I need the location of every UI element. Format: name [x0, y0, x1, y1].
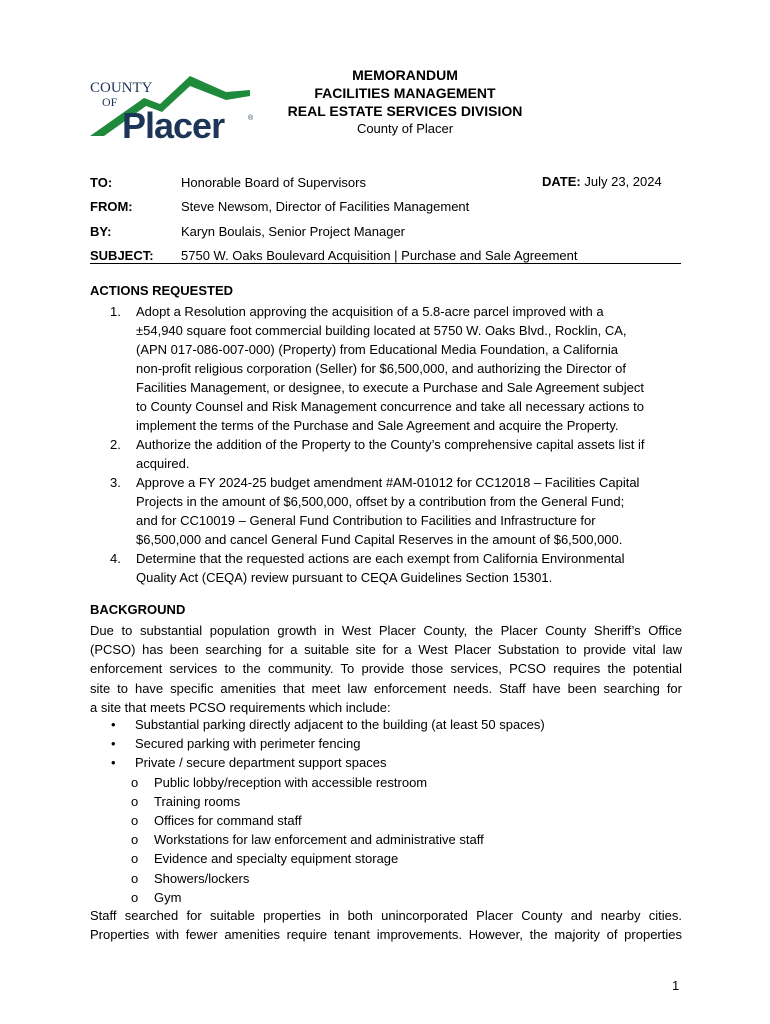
- page-number: 1: [672, 978, 680, 993]
- requirement-item: [108, 715, 668, 734]
- county-name: County of Placer: [356, 121, 454, 136]
- support-space-text: Offices for command staff: [154, 813, 302, 829]
- sub-bullet-icon: o: [131, 870, 139, 886]
- support-space-text: Showers/lockers: [154, 870, 250, 886]
- requirement-item: [108, 753, 668, 772]
- background-closing-line: Staff searched for suitable properties in both unincorporated Placer County and nearby cities.: [90, 908, 682, 923]
- action-text-line: Quality Act (CEQA) review pursuant to CEQA Guidelines Section 15301.: [136, 570, 553, 585]
- action-text-line: Approve a FY 2024-25 budget amendment #AM-01012 for CC12018 – Facilities Capital: [136, 475, 640, 490]
- background-heading: BACKGROUND: [90, 602, 186, 617]
- action-text-line: acquired.: [136, 456, 190, 471]
- support-space-item: [108, 773, 668, 792]
- actions-list: [110, 302, 682, 587]
- date-value: July 23, 2024: [584, 174, 662, 189]
- action-item: [110, 473, 682, 549]
- background-closing: [90, 906, 682, 944]
- action-item: [110, 549, 682, 587]
- department-title: FACILITIES MANAGEMENT: [314, 85, 496, 101]
- support-space-item: [108, 792, 668, 811]
- action-text-line: non-profit religious corporation (Seller) for $6,500,000, and authorizing the Director of: [136, 361, 626, 376]
- requirement-text: Private / secure department support spaces: [135, 755, 387, 771]
- support-space-item: [108, 830, 668, 849]
- action-text-line: $6,500,000 and cancel General Fund Capital Reserves in the amount of $6,500,000.: [136, 532, 623, 547]
- support-space-item: [108, 811, 668, 830]
- bullet-icon: •: [111, 755, 116, 771]
- support-space-item: [108, 849, 668, 868]
- logo-of-text: OF: [102, 95, 118, 109]
- action-text-line: Facilities Management, or designee, to execute a Purchase and Sale Agreement subject: [136, 380, 645, 395]
- sub-bullet-icon: o: [131, 851, 139, 867]
- action-number: 1.: [110, 304, 121, 319]
- bullet-icon: •: [111, 717, 116, 732]
- sub-bullet-icon: o: [131, 832, 139, 848]
- background-text-line: site to have specific amenities that meet law enforcement needs. Staff have been searching for: [90, 680, 682, 696]
- date-row: [542, 174, 662, 189]
- date-label: DATE:: [542, 174, 581, 189]
- background-text-line: (PCSO) has been searching for a suitable site for a West Placer Substation to provide vital law: [90, 642, 682, 658]
- action-item: [110, 435, 682, 473]
- division-title: REAL ESTATE SERVICES DIVISION: [287, 103, 523, 119]
- requirement-item: [108, 734, 668, 753]
- action-text-line: Adopt a Resolution approving the acquisition of a 5.8-acre parcel improved with a: [136, 304, 604, 319]
- support-space-text: Workstations for law enforcement and administrative staff: [154, 832, 484, 848]
- support-space-text: Training rooms: [154, 793, 241, 809]
- header-divider: [90, 263, 681, 264]
- action-text-line: implement the terms of the Purchase and Sale Agreement and acquire the Property.: [136, 418, 619, 433]
- background-intro: [90, 621, 682, 717]
- background-closing-line: Properties with fewer amenities require tenant improvements. However, the majority of properties: [90, 927, 682, 943]
- requirement-text: Substantial parking directly adjacent to the building (at least 50 spaces): [135, 717, 545, 732]
- logo-registered-mark: ®: [248, 115, 254, 122]
- support-space-text: Gym: [154, 889, 182, 905]
- by-label: BY:: [90, 224, 112, 239]
- action-text-line: ±54,940 square foot commercial building located at 5750 W. Oaks Blvd., Rocklin, CA,: [136, 323, 627, 338]
- county-of-placer-logo: [86, 70, 261, 150]
- background-text-line: enforcement services to the community. To provide those services, PCSO requires the potential: [90, 661, 682, 677]
- to-label: TO:: [90, 175, 113, 190]
- requirement-text: Secured parking with perimeter fencing: [135, 736, 361, 752]
- support-space-text: Evidence and specialty equipment storage: [154, 851, 399, 867]
- action-number: 4.: [110, 551, 121, 566]
- from-label: FROM:: [90, 199, 133, 214]
- to-value: Honorable Board of Supervisors: [181, 175, 366, 190]
- support-space-item: [108, 869, 668, 888]
- logo-placer-text: Placer: [122, 105, 225, 146]
- logo-county-text: COUNTY: [90, 80, 153, 96]
- action-text-line: Determine that the requested actions are each exempt from California Environmental: [136, 551, 625, 566]
- support-space-text: Public lobby/reception with accessible restroom: [154, 774, 428, 790]
- actions-requested-heading: ACTIONS REQUESTED: [90, 283, 234, 298]
- background-text-line: Due to substantial population growth in West Placer County, the Placer County Sheriff’s Office: [90, 623, 682, 638]
- action-text-line: Authorize the addition of the Property to the County’s comprehensive capital assets list if: [136, 437, 645, 452]
- action-text-line: Projects in the amount of $6,500,000, offset by a contribution from the General Fund;: [136, 494, 625, 509]
- action-number: 2.: [110, 437, 121, 452]
- memo-header: [250, 66, 560, 138]
- action-number: 3.: [110, 475, 121, 490]
- sub-bullet-icon: o: [131, 813, 139, 829]
- sub-bullet-icon: o: [131, 889, 139, 905]
- sub-bullet-icon: o: [131, 774, 139, 790]
- action-item: [110, 302, 682, 435]
- subject-value: 5750 W. Oaks Boulevard Acquisition | Purchase and Sale Agreement: [181, 248, 578, 263]
- action-text-line: and for CC10019 – General Fund Contribution to Facilities and Infrastructure for: [136, 513, 596, 528]
- bullet-icon: •: [111, 736, 116, 752]
- support-space-item: [108, 888, 668, 907]
- action-text-line: to County Counsel and Risk Management concurrence and take all necessary actions to: [136, 399, 645, 414]
- by-value: Karyn Boulais, Senior Project Manager: [181, 224, 406, 239]
- background-text-line: a site that meets PCSO requirements which include:: [90, 699, 391, 715]
- support-spaces-list: [108, 773, 668, 907]
- from-value: Steve Newsom, Director of Facilities Management: [181, 199, 470, 214]
- subject-label: SUBJECT:: [90, 248, 154, 263]
- requirements-list: [108, 715, 668, 907]
- sub-bullet-icon: o: [131, 793, 139, 809]
- memo-title: MEMORANDUM: [352, 67, 458, 83]
- action-text-line: (APN 017-086-007-000) (Property) from Educational Media Foundation, a California: [136, 342, 618, 357]
